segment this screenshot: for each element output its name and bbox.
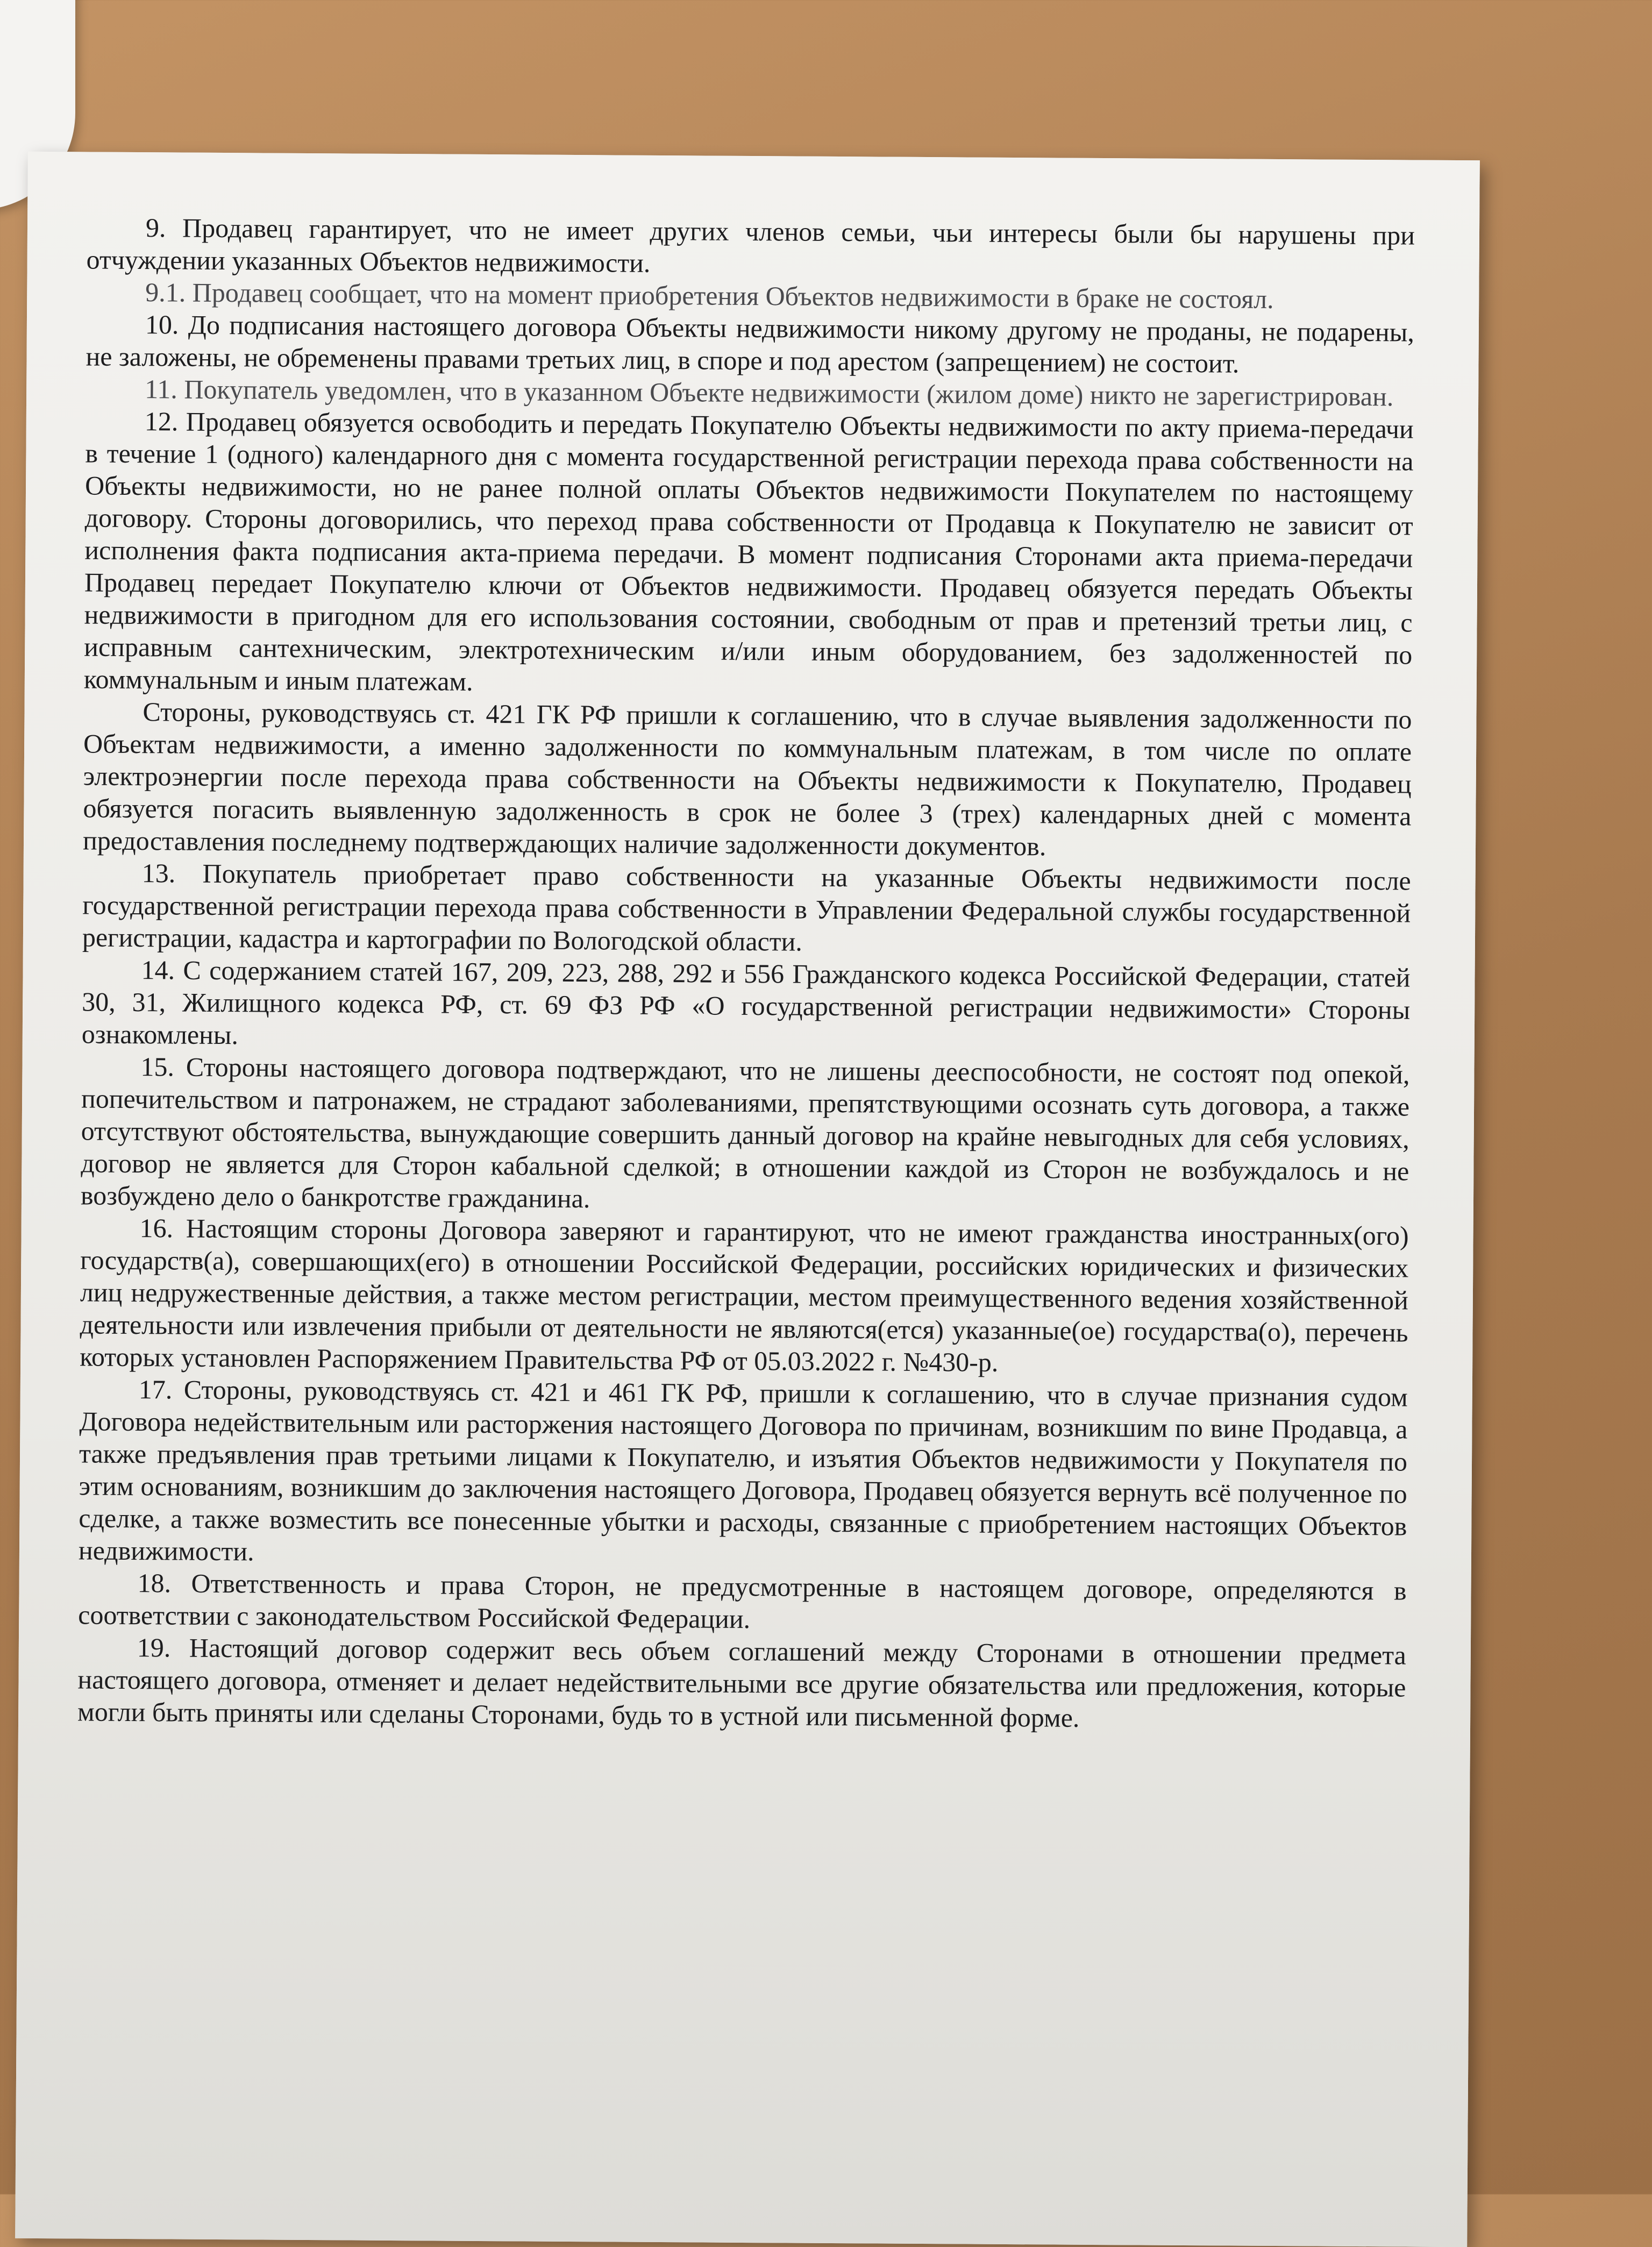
clause-12: 12. Продавец обязуется освободить и передать Покупателю Объекты недвижимости по акту приема-передачи в течение 1 (одного) календарного дня с момента государственной регистрации перехода права собственности на Объекты недвижимости, но не ранее полной оплаты Объектов недвижимости Покупателем по настоящему договору. Стороны договорились, что переход права собственности от Продавца к Покупателю не зависит от исполнения факта подписания акта-приема передачи. В момент подписания Сторонами акта приема-передачи Продавец передает Покупателю ключи от Объектов недвижимости. Продавец обязуется передать Объекты недвижимости в пригодном для его использования состоянии, свободным от прав и претензий третьи лиц, с исправным сантехническим, электротехническим и/или иным оборудованием, без задолженностей по коммунальным и иным платежам. (83, 406, 1414, 696)
document-page (15, 152, 1480, 2247)
document-body (77, 211, 1415, 1736)
clause-12-continuation: Стороны, руководствуясь ст. 421 ГК РФ пришли к соглашению, что в случае выявления задолженности по Объектам недвижимости, а именно задолженности по коммунальным платежам, в том числе по оплате электроэнергии после перехода права собственности на Объекты недвижимости к Покупателю, Продавец обязуется погасить выявленную задолженность в срок не более 3 (трех) календарных дней с момента предоставления последнему подтверждающих наличие задолженности документов. (82, 696, 1412, 862)
clause-19: 19. Настоящий договор содержит весь объем соглашений между Сторонами в отношении предмета настоящего договора, отменяет и делает недействительными все другие обязательства или предложения, которые могли быть приняты или сделаны Сторонами, будь то в устной или письменной форме. (77, 1632, 1407, 1733)
clause-10: 10. До подписания настоящего договора Объекты недвижимости никому другому не проданы, не подарены, не заложены, не обременены правами третьих лиц, в споре и под арестом (запрещением) не состоит. (86, 309, 1415, 379)
clause-16: 16. Настоящим стороны Договора заверяют и гарантируют, что не имеют гражданства иностранных(ого) государств(а), совершающих(его) в отношении Российской Федерации, российских юридических и физических лиц недружественные действия, а также местом регистрации, местом преимущественного ведения хозяйственной деятельности или извлечения прибыли от деятельности не являются(ется) указанные(ое) государства(о), перечень которых установлен Распоряжением Правительства РФ от 05.03.2022 г. №430-р. (80, 1213, 1409, 1377)
clause-17: 17. Стороны, руководствуясь ст. 421 и 461 ГК РФ, пришли к соглашению, что в случае признания судом Договора недействительным или расторжения настоящего Договора по причинам, возникшим по вине Продавца, а также предъявления прав третьими лицами к Покупателю, и изъятия Объектов недвижимости у Покупателя по этим основаниям, возникшим до заключения настоящего Договора, Продавец обязуется вернуть всё полученное по сделке, а также возместить все понесенные убытки и расходы, связанные с приобретением настоящих Объектов недвижимости. (78, 1374, 1408, 1567)
clause-9: 9. Продавец гарантирует, что не имеет других членов семьи, чьи интересы были бы нарушены при отчуждении указанных Объектов недвижимости. (86, 212, 1415, 278)
clause-13: 13. Покупатель приобретает право собственности на указанные Объекты недвижимости после государственной регистрации перехода права собственности в Управлении Федеральной службы государственной регистрации, кадастра и картографии по Вологодской области. (82, 858, 1411, 957)
clause-11: 11. Покупатель уведомлен, что в указанном Объекте недвижимости (жилом доме) никто не зарегистрирован. (145, 374, 1394, 412)
clause-9-1: 9.1. Продавец сообщает, что на момент приобретения Объектов недвижимости в браке не состоял. (145, 277, 1274, 314)
clause-18: 18. Ответственность и права Сторон, не предусмотренные в настоящем договоре, определяются в соответствии с законодательством Российской Федерации. (78, 1568, 1407, 1634)
clause-15: 15. Стороны настоящего договора подтверждают, что не лишены дееспособности, не состоят под опекой, попечительством и патронажем, не страдают заболеваниями, препятствующими осознать суть договора, а также отсутствуют обстоятельства, вынуждающие совершить данный договор на крайне невыгодных для себя условиях, договор не является для Сторон кабальной сделкой; в отношении каждой из Сторон не возбуждалось и не возбуждено дело о банкротстве гражданина. (80, 1051, 1410, 1214)
clause-14: 14. С содержанием статей 167, 209, 223, 288, 292 и 556 Гражданского кодекса Российской Федерации, статей 30, 31, Жилищного кодекса РФ, ст. 69 ФЗ РФ «О государственной регистрации недвижимости» Стороны ознакомлены. (81, 955, 1411, 1050)
